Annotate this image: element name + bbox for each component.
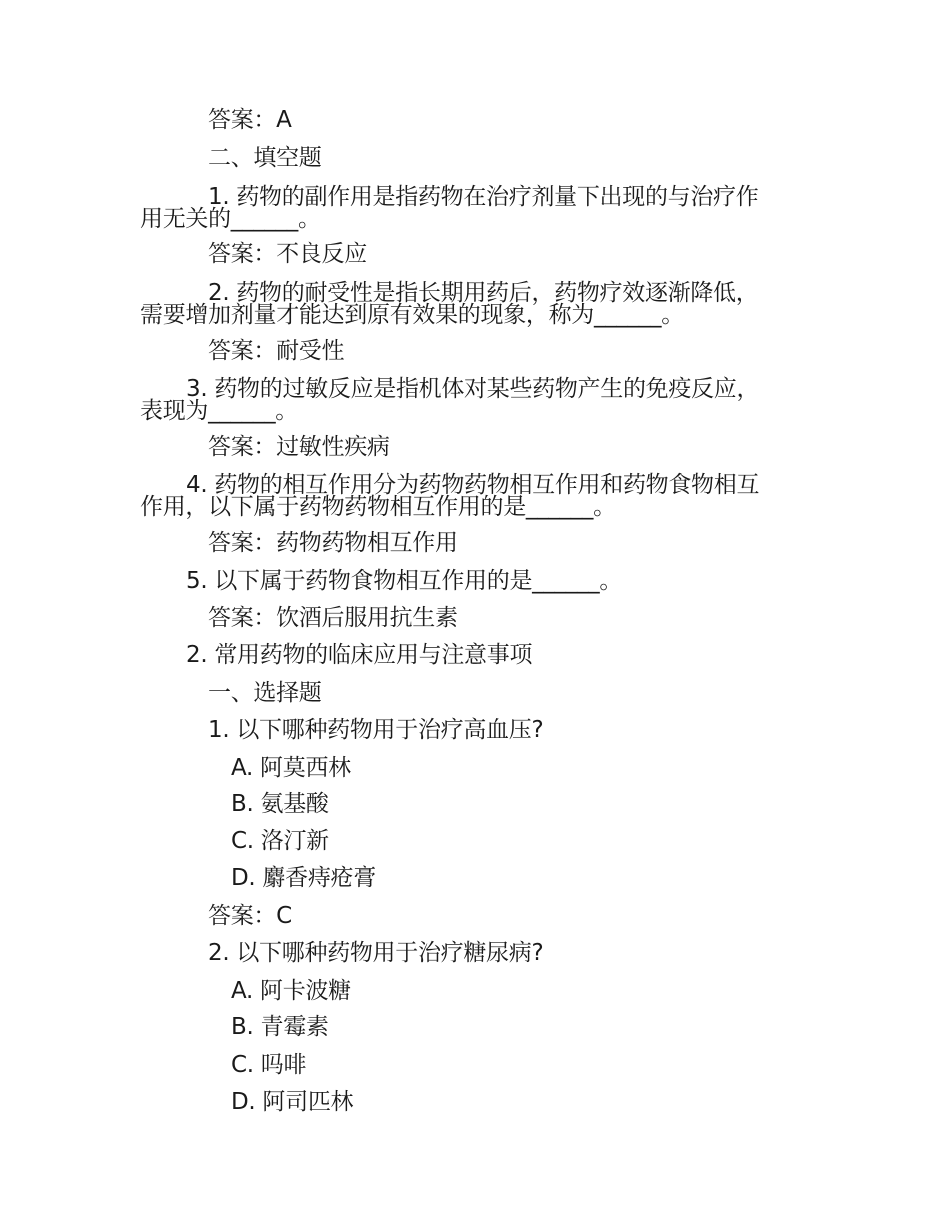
option-line: C. 洛汀新 [231,828,329,854]
section-heading: 2. 常用药物的临床应用与注意事项 [186,642,533,668]
question-line: 1. 药物的副作用是指药物在治疗剂量下出现的与治疗作 [208,184,759,210]
answer-line: 答案：耐受性 [208,338,345,364]
answer-line: 答案：C [208,903,292,929]
answer-line: 答案：饮酒后服用抗生素 [208,605,458,631]
option-line: B. 氨基酸 [231,791,329,817]
question-line: 1. 以下哪种药物用于治疗高血压? [208,717,544,743]
question-line-continued: 用无关的______。 [140,206,321,232]
option-line: B. 青霉素 [231,1014,329,1040]
question-line: 2. 药物的耐受性是指长期用药后，药物疗效逐渐降低， [208,280,759,306]
section-heading-choice: 一、选择题 [208,680,322,706]
answer-line: 答案：A [208,107,292,133]
question-line: 4. 药物的相互作用分为药物药物相互作用和药物食物相互 [186,472,760,498]
option-line: C. 吗啡 [231,1052,307,1078]
answer-line: 答案：不良反应 [208,241,367,267]
question-line-continued: 表现为______。 [140,398,299,424]
answer-line: 答案：过敏性疾病 [208,434,390,460]
section-heading-fill-in: 二、填空题 [208,145,322,171]
option-line: D. 麝香痔疮膏 [231,865,376,891]
question-line: 2. 以下哪种药物用于治疗糖尿病? [208,940,544,966]
question-line-continued: 作用，以下属于药物药物相互作用的是______。 [140,494,616,520]
question-line: 3. 药物的过敏反应是指机体对某些药物产生的免疫反应， [186,376,760,402]
option-line: A. 阿莫西林 [231,755,351,781]
option-line: D. 阿司匹林 [231,1089,354,1115]
answer-line: 答案：药物药物相互作用 [208,530,458,556]
question-line-continued: 需要增加剂量才能达到原有效果的现象，称为______。 [140,302,684,328]
option-line: A. 阿卡波糖 [231,978,351,1004]
question-line: 5. 以下属于药物食物相互作用的是______。 [186,568,623,594]
